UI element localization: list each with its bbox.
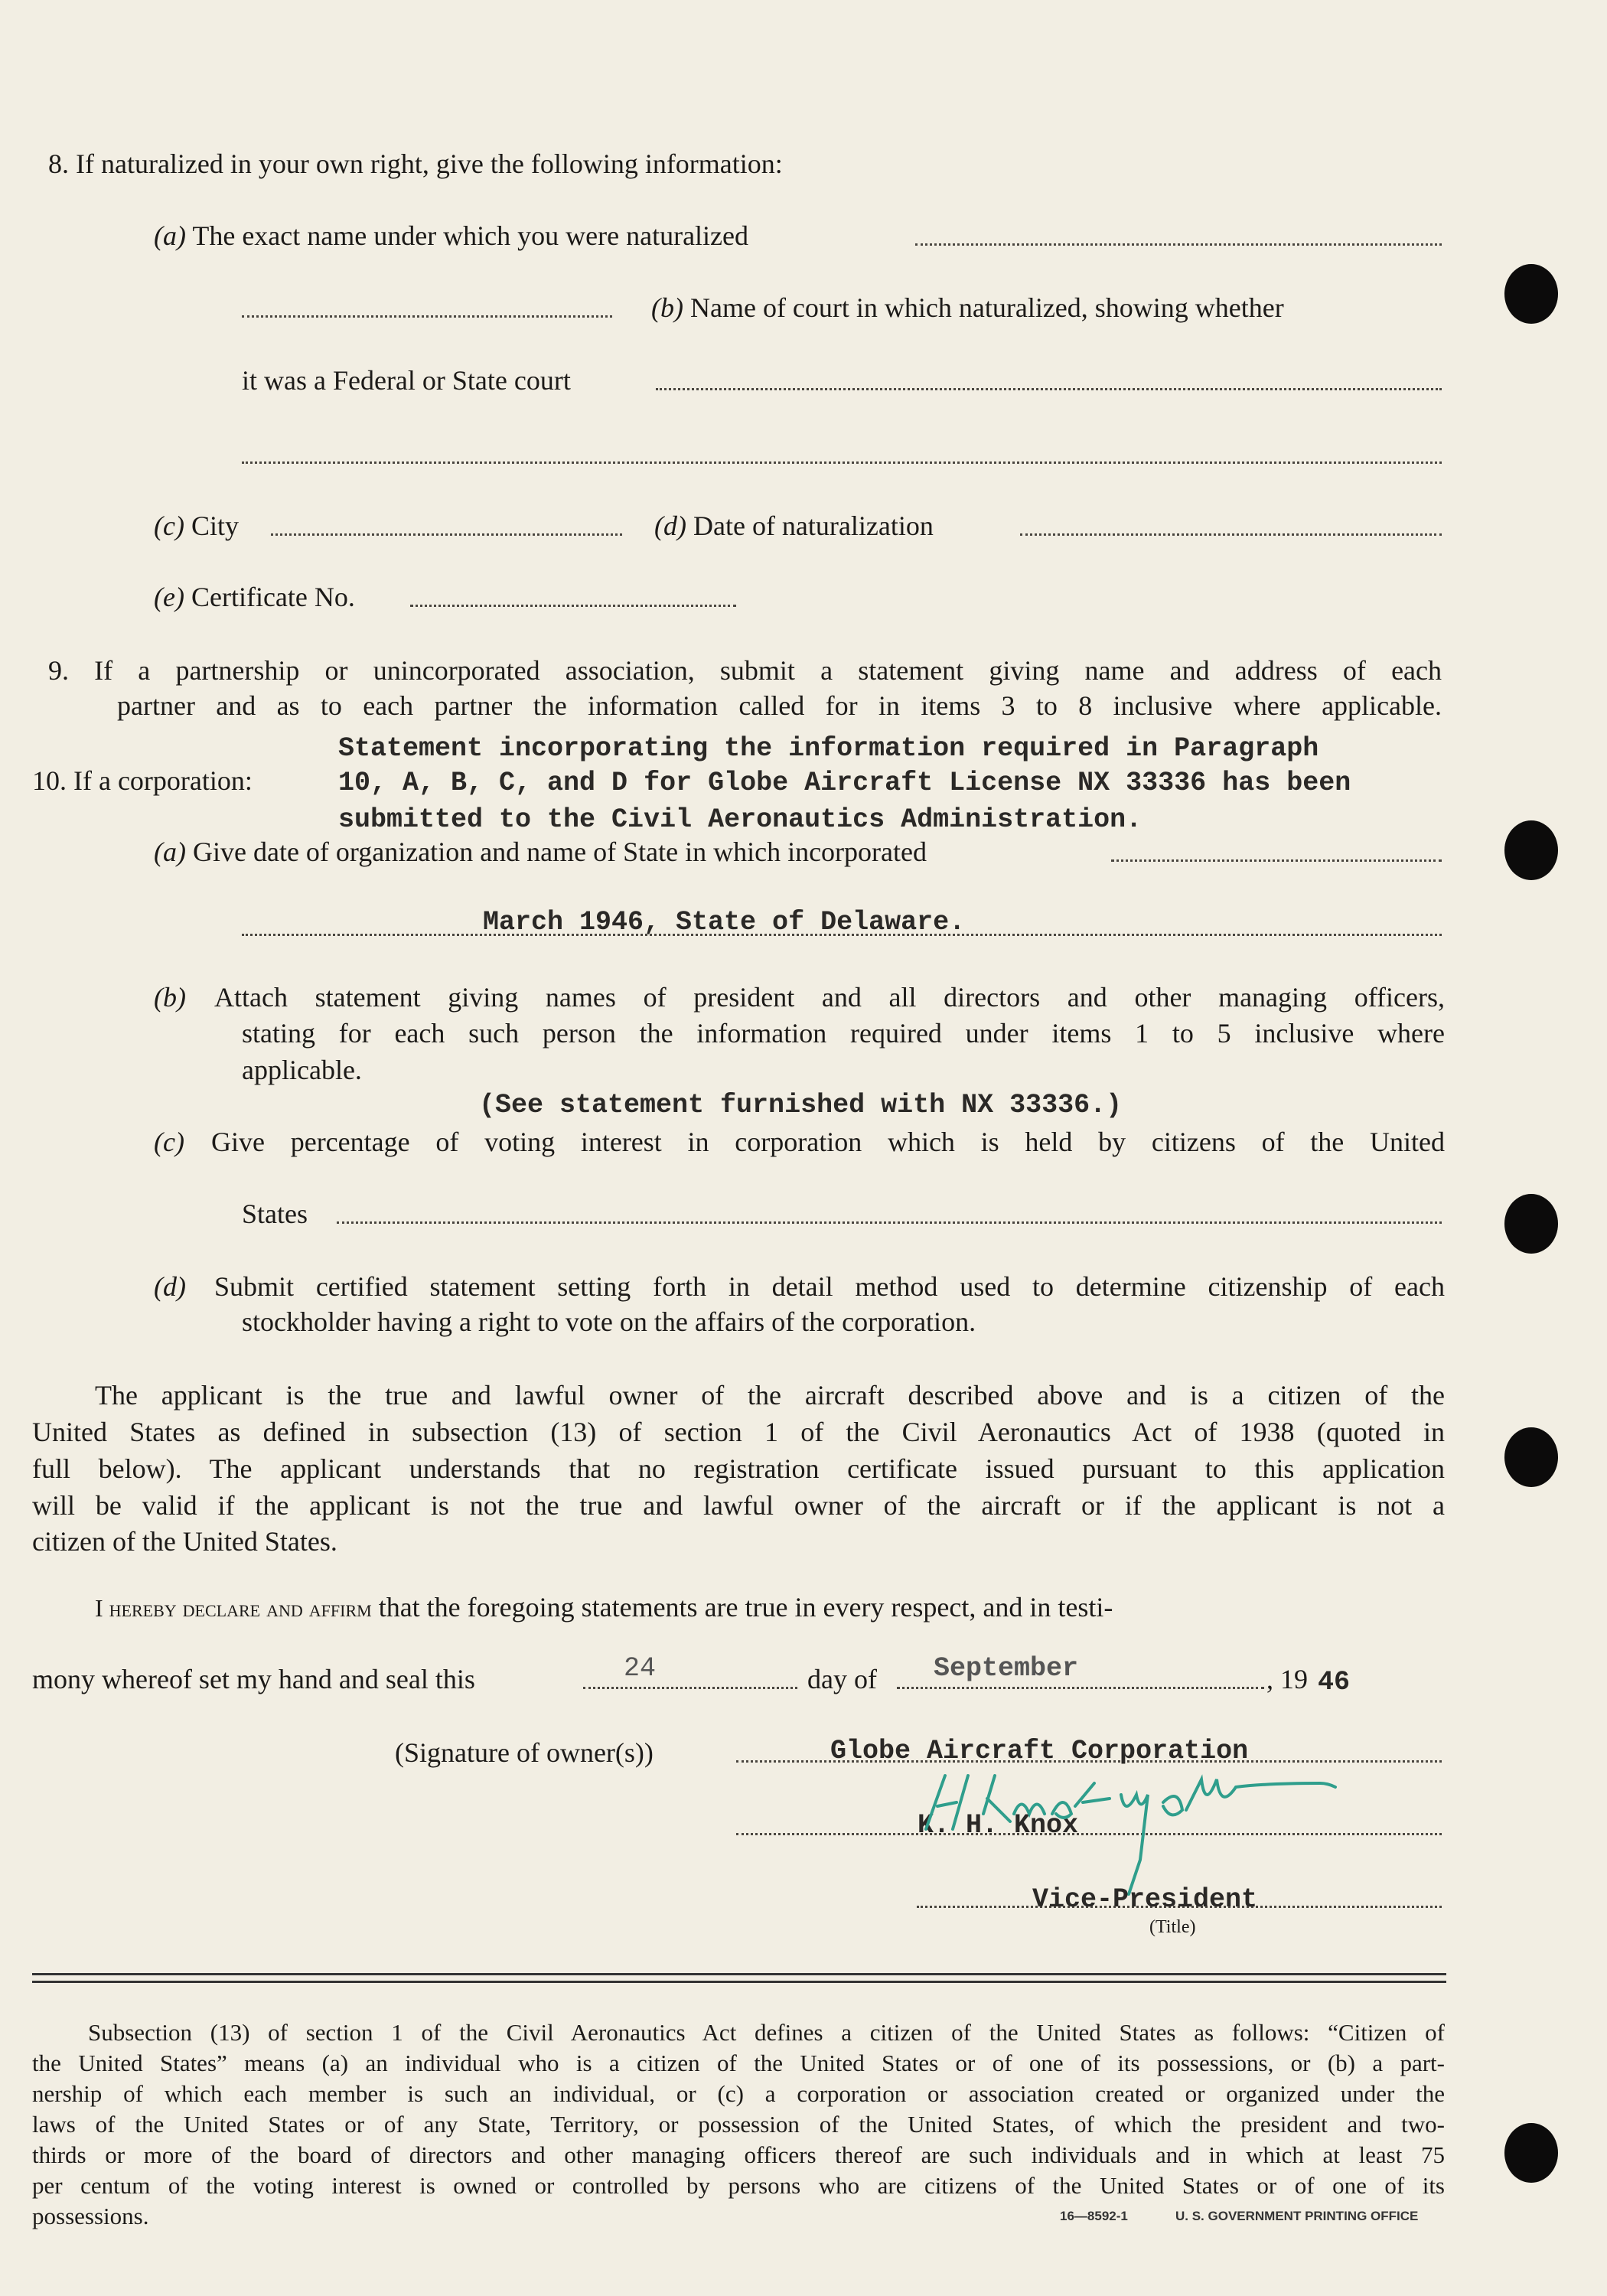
footnote-line7: possessions.	[32, 2203, 149, 2229]
q8b-label	[651, 292, 1284, 323]
affirm-rest: that the foregoing statements are true in every respect, and in testi-	[378, 1592, 1113, 1623]
signer-typed: K. H. Knox	[918, 1810, 1079, 1841]
q9-line2: partner and as to each partner the information called for in items 3 to 8 inclusive where applicable.	[117, 690, 1442, 721]
q8a-letter: (a)	[154, 220, 186, 251]
q10d-line2: stockholder having a right to vote on the affairs of the corporation.	[242, 1306, 976, 1337]
declaration-line2: United States as defined in subsection (13) of section 1 of the Civil Aeronautics Act of 1938 (quoted in	[32, 1417, 1445, 1447]
signature-label: (Signature of owner(s))	[395, 1737, 654, 1768]
q8c-text: City	[191, 510, 239, 541]
form-number: 16—8592-1	[1060, 2209, 1128, 2223]
directors-answer: (See statement furnished with NX 33336.)	[479, 1090, 1123, 1120]
incorporation-field[interactable]	[1111, 859, 1442, 862]
q10c-text: Give percentage of voting interest in corporation which is held by citizens of the United	[211, 1127, 1445, 1157]
q10b-line2: stating for each such person the information required under items 1 to 5 inclusive where	[242, 1018, 1445, 1049]
court-field[interactable]	[656, 388, 1442, 390]
footnote-line4: laws of the United States or of any State, Territory, or possession of the United States, of which the president and two-	[32, 2111, 1445, 2138]
q10b-line3: applicable.	[242, 1055, 362, 1085]
q10a-text: Give date of organization and name of State in which incorporated	[192, 837, 927, 867]
month-field[interactable]	[897, 1687, 1264, 1689]
incorporation-answer: March 1946, State of Delaware.	[483, 907, 966, 938]
handwritten-signature	[911, 1760, 1416, 1898]
q10b-letter: (b)	[154, 982, 186, 1013]
certificate-field[interactable]	[410, 605, 736, 607]
footnote-line5: thirds or more of the board of directors and other managing officers thereof are such individuals and in which at least 75	[32, 2141, 1445, 2168]
naturalized-name-field[interactable]	[915, 243, 1442, 246]
court-field-cont[interactable]	[242, 461, 1442, 464]
q8e-letter: (e)	[154, 582, 184, 612]
footnote-line3: nership of which each member is such an individual, or (c) a corporation or association created or organized under the	[32, 2080, 1445, 2107]
declaration-line4: will be valid if the applicant is not the true and lawful owner of the aircraft or if the applicant is not a	[32, 1490, 1445, 1521]
q8b-text: Name of court in which naturalized, showing whether	[689, 292, 1284, 323]
q9-line1: 9. If a partnership or unincorporated association, submit a statement giving name and address of each	[48, 655, 1442, 686]
q8d-label	[654, 510, 934, 541]
q10-heading: 10. If a corporation:	[32, 765, 253, 796]
punch-hole	[1504, 1194, 1558, 1254]
voting-percentage-field[interactable]	[337, 1221, 1442, 1224]
day-field[interactable]	[583, 1687, 797, 1689]
q8e-label	[154, 582, 355, 612]
punch-hole	[1504, 2123, 1558, 2183]
q10a-letter: (a)	[154, 837, 186, 867]
q8e-text: Certificate No.	[191, 582, 355, 612]
incorporation-field-cont[interactable]	[242, 934, 1442, 936]
day-value: 24	[624, 1653, 657, 1684]
q10d-line1: Submit certified statement setting forth in detail method used to determine citizenship of each	[214, 1271, 1445, 1302]
q10c-letter: (c)	[154, 1127, 184, 1157]
q8c-label	[154, 510, 239, 541]
q8a-text: The exact name under which you were naturalized	[192, 220, 749, 251]
q10c-cont: States	[242, 1199, 308, 1229]
footnote-line6: per centum of the voting interest is owned or controlled by persons who are citizens of the United States or of one of its	[32, 2172, 1445, 2199]
q8-heading: 8. If naturalized in your own right, give the following information:	[48, 148, 783, 179]
year-value: 46	[1318, 1667, 1351, 1698]
affirm-caps: I hereby declare and affirm	[95, 1594, 372, 1622]
owner-typed: Globe Aircraft Corporation	[830, 1736, 1249, 1766]
q8c-letter: (c)	[154, 510, 184, 541]
q8d-letter: (d)	[654, 510, 686, 541]
footnote-line2: the United States” means (a) an individual who is a citizen of the United States or of one of its possessions, or (b) a part-	[32, 2050, 1445, 2076]
naturalized-name-field-cont[interactable]	[242, 315, 612, 318]
title-label: (Title)	[1149, 1917, 1196, 1937]
declaration-line3: full below). The applicant understands that no registration certificate issued pursuant to this application	[32, 1453, 1445, 1484]
city-field[interactable]	[271, 533, 622, 536]
month-value: September	[934, 1653, 1079, 1684]
typed-statement-2: 10, A, B, C, and D for Globe Aircraft License NX 33336 has been	[338, 768, 1351, 798]
q8b-cont: it was a Federal or State court	[242, 365, 571, 396]
punch-hole	[1504, 264, 1558, 324]
divider-bottom	[32, 1981, 1446, 1983]
punch-hole	[1504, 820, 1558, 880]
title-typed: Vice-President	[1032, 1884, 1258, 1915]
q8b-letter: (b)	[651, 292, 683, 323]
day-of-text: day of	[807, 1664, 877, 1694]
declaration-line5: citizen of the United States.	[32, 1526, 337, 1557]
footnote-line1: Subsection (13) of section 1 of the Civil Aeronautics Act defines a citizen of the United States as follows: “Citizen of	[88, 2019, 1445, 2046]
punch-hole	[1504, 1427, 1558, 1487]
affirm-line	[95, 1592, 1113, 1623]
printer-imprint: U. S. GOVERNMENT PRINTING OFFICE	[1175, 2209, 1419, 2223]
q10d-letter: (d)	[154, 1271, 186, 1302]
divider-top	[32, 1973, 1446, 1975]
q10a-label	[154, 837, 927, 867]
mony-text: mony whereof set my hand and seal this	[32, 1664, 475, 1694]
q8a-label	[154, 220, 748, 251]
q8d-text: Date of naturalization	[693, 510, 934, 541]
year-prefix: , 19	[1266, 1664, 1308, 1694]
q10b-line1: Attach statement giving names of president and all directors and other managing officers,	[214, 982, 1445, 1013]
declaration-line1: The applicant is the true and lawful owner of the aircraft described above and is a citizen of the	[95, 1380, 1445, 1411]
typed-statement-3: submitted to the Civil Aeronautics Administration.	[338, 804, 1143, 835]
typed-statement-1: Statement incorporating the information required in Paragraph	[338, 733, 1319, 764]
naturalization-date-field[interactable]	[1020, 533, 1442, 536]
